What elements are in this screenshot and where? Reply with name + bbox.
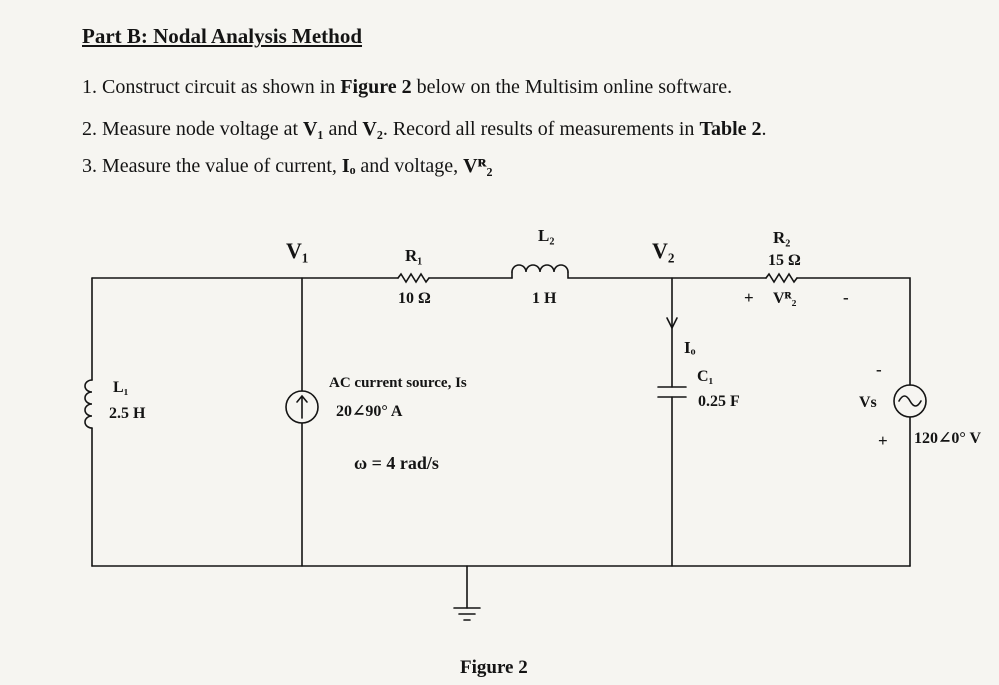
step-2-text-mid: . Record all results of measurements in [382,118,695,140]
step-3-text-pre: Measure the value of current, [102,155,337,177]
r1-resistor [398,274,429,282]
c1-name: C₁ [697,368,714,385]
current-source-value: 20∠90° A [336,403,403,420]
step-3-text-mid: and voltage, [360,155,459,177]
node-v1-label: V₁ [286,238,309,263]
c1-capacitor [658,387,686,397]
step-1-figure-ref: Figure 2 [340,76,412,98]
r2-plus-sign: + [744,288,754,307]
step-2-v2: V₂ [362,118,383,140]
part-b-heading: Part B: Nodal Analysis Method [82,24,363,48]
step-3-number: 3. [82,155,97,177]
l1-inductor [85,380,92,428]
step-2-table-ref: Table 2 [699,118,762,140]
l1-value: 2.5 H [109,405,146,422]
step-1-text-post: below on the Multisim online software. [416,76,733,98]
l1-name: L₁ [113,379,129,396]
c1-value: 0.25 F [698,393,740,410]
vs-name: Vs [859,394,877,411]
step-3-vr2: Vᴿ₂ [463,155,493,177]
r2-value: 15 Ω [768,252,801,269]
l2-name: L₂ [538,226,555,245]
step-2-and: and [328,118,358,140]
r2-name: R₂ [773,228,791,247]
figure-caption: Figure 2 [460,657,528,678]
omega-label: ω = 4 rad/s [354,453,439,473]
vs-value: 120∠0° V [914,430,982,447]
wire-l2-r2 [568,272,766,278]
node-v2-label: V₂ [652,238,675,263]
r1-name: R₁ [405,246,423,265]
l2-value: 1 H [532,290,557,307]
step-2-text-post: . [761,118,767,140]
io-label: Iₒ [684,338,696,357]
step-2-text-pre: Measure node voltage at [102,118,299,140]
wire-top-right [797,278,910,385]
current-source-label: AC current source, Is [329,375,467,391]
step-3-io: Iₒ [341,155,356,177]
step-2-number: 2. [82,118,97,140]
step-2-v1: V₁ [303,118,324,140]
r2-minus-sign: - [843,288,849,307]
step-1-text-pre: Construct circuit as shown in [102,76,336,98]
current-source-arrow [297,396,307,418]
r2-resistor [766,274,797,282]
l2-inductor [512,265,568,272]
r1-value: 10 Ω [398,290,431,307]
ground-symbol [454,608,480,620]
vs-plus-sign: + [878,431,888,450]
vr2-label: Vᴿ₂ [773,290,797,307]
step-1-number: 1. [82,76,97,98]
voltage-source-sine [899,396,921,406]
vs-minus-sign: - [876,360,882,379]
